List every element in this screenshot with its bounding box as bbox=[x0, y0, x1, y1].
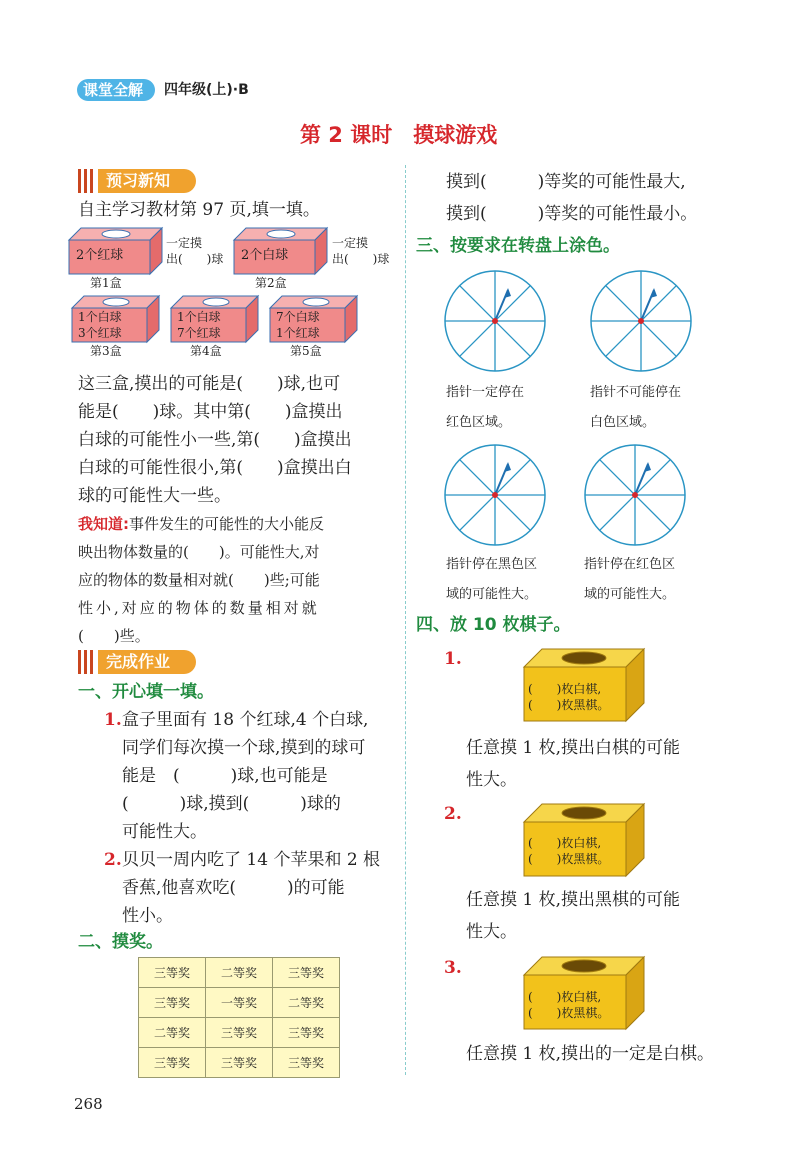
chess-3-black: ( )枚黑棋。 bbox=[528, 1006, 610, 1020]
spinner-2-caption bbox=[590, 378, 681, 438]
prize-cell: 一等奖 bbox=[206, 988, 273, 1018]
chess-1-white: ( )枚白棋, bbox=[528, 682, 602, 696]
homework-heading-text: 完成作业 bbox=[106, 652, 171, 671]
caption-line: 指针不可能停在 bbox=[590, 385, 682, 400]
preview-paragraph bbox=[78, 370, 352, 510]
preview-heading-text: 预习新知 bbox=[106, 171, 171, 190]
know-line: 映出物体数量的( )。可能性大,对 bbox=[78, 543, 320, 561]
q1-line: 盒子里面有 18 个红球,4 个白球, bbox=[122, 710, 369, 730]
prize-table bbox=[138, 957, 340, 1078]
box-5-line2: 1个红球 bbox=[276, 326, 320, 340]
prize-question bbox=[446, 166, 697, 230]
prize-cell: 三等奖 bbox=[273, 1018, 340, 1048]
know-label: 我知道: bbox=[78, 515, 129, 533]
know-line: 事件发生的可能性的大小能反 bbox=[129, 515, 325, 533]
spinner-3-caption bbox=[446, 550, 537, 610]
para-line: 白球的可能性很小,第( )盒摸出白 bbox=[78, 458, 352, 478]
box-5-caption: 第5盒 bbox=[290, 344, 322, 358]
prize-cell: 三等奖 bbox=[273, 958, 340, 988]
caption-line: 域的可能性大。 bbox=[584, 587, 676, 602]
para-line: 能是( )球。其中第( )盒摸出 bbox=[78, 402, 343, 422]
q2-text bbox=[122, 846, 380, 930]
section-4-title: 四、放 10 枚棋子。 bbox=[416, 615, 571, 635]
chess-q-line: 任意摸 1 枚,摸出黑棋的可能 bbox=[466, 890, 681, 910]
box-2-caption: 第2盒 bbox=[255, 276, 287, 290]
spinner-4 bbox=[580, 440, 690, 550]
box-2-note1: 一定摸 bbox=[332, 236, 369, 250]
q1-line: 同学们每次摸一个球,摸到的球可 bbox=[122, 738, 366, 758]
chess-3-question: 任意摸 1 枚,摸出的一定是白棋。 bbox=[466, 1044, 715, 1064]
section-2-title: 二、摸奖。 bbox=[78, 932, 163, 952]
prize-cell: 三等奖 bbox=[139, 1048, 206, 1078]
page-number: 268 bbox=[74, 1095, 103, 1113]
spinner-4-caption bbox=[584, 550, 675, 610]
caption-line: 白色区域。 bbox=[590, 415, 656, 430]
prize-q-line: 摸到( )等奖的可能性最大, bbox=[446, 172, 686, 192]
prize-cell: 二等奖 bbox=[273, 988, 340, 1018]
spinner-3 bbox=[440, 440, 550, 550]
know-line: 性小,对应的物体的数量相对就 bbox=[78, 599, 320, 617]
chess-1-number: 1. bbox=[444, 649, 462, 669]
box-1-note1: 一定摸 bbox=[166, 236, 203, 250]
prize-cell: 三等奖 bbox=[206, 1048, 273, 1078]
q2-line: 香蕉,他喜欢吃( )的可能 bbox=[122, 878, 345, 898]
chess-2-black: ( )枚黑棋。 bbox=[528, 852, 610, 866]
box-4-caption: 第4盒 bbox=[190, 344, 222, 358]
q1-number: 1. bbox=[104, 710, 122, 730]
caption-line: 域的可能性大。 bbox=[446, 587, 538, 602]
box-1-caption: 第1盒 bbox=[90, 276, 122, 290]
chess-q-line: 任意摸 1 枚,摸出白棋的可能 bbox=[466, 738, 681, 758]
prize-cell: 三等奖 bbox=[273, 1048, 340, 1078]
chess-1-black: ( )枚黑棋。 bbox=[528, 698, 610, 712]
box-2-note2: 出( )球 bbox=[332, 252, 390, 266]
q1-text bbox=[122, 706, 368, 846]
caption-line: 红色区域。 bbox=[446, 415, 512, 430]
para-line: 这三盒,摸出的可能是( )球,也可 bbox=[78, 374, 341, 394]
box-1-note2: 出( )球 bbox=[166, 252, 224, 266]
para-line: 白球的可能性小一些,第( )盒摸出 bbox=[78, 430, 352, 450]
q2-line: 性小。 bbox=[122, 906, 173, 926]
know-line: 应的物体的数量相对就( )些;可能 bbox=[78, 571, 320, 589]
page-title: 第 2 课时 摸球游戏 bbox=[300, 123, 498, 147]
para-line: 球的可能性大一些。 bbox=[78, 486, 231, 506]
prize-cell: 三等奖 bbox=[139, 958, 206, 988]
prize-q-line: 摸到( )等奖的可能性最小。 bbox=[446, 204, 698, 224]
box-3-caption: 第3盒 bbox=[90, 344, 122, 358]
know-block bbox=[78, 510, 324, 650]
q1-line: 能是 ( )球,也可能是 bbox=[122, 766, 328, 786]
spinner-1 bbox=[440, 266, 550, 376]
chess-q-line: 性大。 bbox=[466, 770, 517, 790]
box-4-line1: 1个白球 bbox=[177, 310, 221, 324]
table-row bbox=[139, 1018, 340, 1048]
box-1-line1: 2个红球 bbox=[76, 248, 124, 263]
header-badge-text: 课堂全解 bbox=[83, 81, 144, 99]
prize-cell: 三等奖 bbox=[139, 988, 206, 1018]
prize-cell: 三等奖 bbox=[206, 1018, 273, 1048]
box-2-line1: 2个白球 bbox=[241, 248, 289, 263]
box-5-line1: 7个白球 bbox=[276, 310, 320, 324]
q1-line: 可能性大。 bbox=[122, 822, 207, 842]
chess-2-number: 2. bbox=[444, 804, 462, 824]
chess-q-line: 性大。 bbox=[466, 922, 517, 942]
chess-3-number: 3. bbox=[444, 958, 462, 978]
chess-2-question bbox=[466, 884, 680, 948]
chess-2-white: ( )枚白棋, bbox=[528, 836, 602, 850]
section-1-title: 一、开心填一填。 bbox=[78, 682, 214, 702]
table-row bbox=[139, 1048, 340, 1078]
chess-1-question bbox=[466, 732, 680, 796]
caption-line: 指针停在红色区 bbox=[584, 557, 676, 572]
caption-line: 指针一定停在 bbox=[446, 385, 525, 400]
preview-intro: 自主学习教材第 97 页,填一填。 bbox=[78, 200, 320, 220]
prize-cell: 二等奖 bbox=[139, 1018, 206, 1048]
q2-number: 2. bbox=[104, 850, 122, 870]
know-line: ( )些。 bbox=[78, 627, 150, 645]
box-3-line1: 1个白球 bbox=[78, 310, 122, 324]
caption-line: 指针停在黑色区 bbox=[446, 557, 538, 572]
box-3-line2: 3个红球 bbox=[78, 326, 122, 340]
q2-line: 贝贝一周内吃了 14 个苹果和 2 根 bbox=[122, 850, 381, 870]
header-subtitle: 四年级(上)·B bbox=[164, 82, 249, 98]
spinner-1-caption bbox=[446, 378, 524, 438]
box-4-line2: 7个红球 bbox=[177, 326, 221, 340]
chess-3-white: ( )枚白棋, bbox=[528, 990, 602, 1004]
prize-cell: 二等奖 bbox=[206, 958, 273, 988]
q1-line: ( )球,摸到( )球的 bbox=[122, 794, 341, 814]
spinner-2 bbox=[586, 266, 696, 376]
table-row bbox=[139, 988, 340, 1018]
table-row bbox=[139, 958, 340, 988]
section-3-title: 三、按要求在转盘上涂色。 bbox=[416, 236, 620, 256]
